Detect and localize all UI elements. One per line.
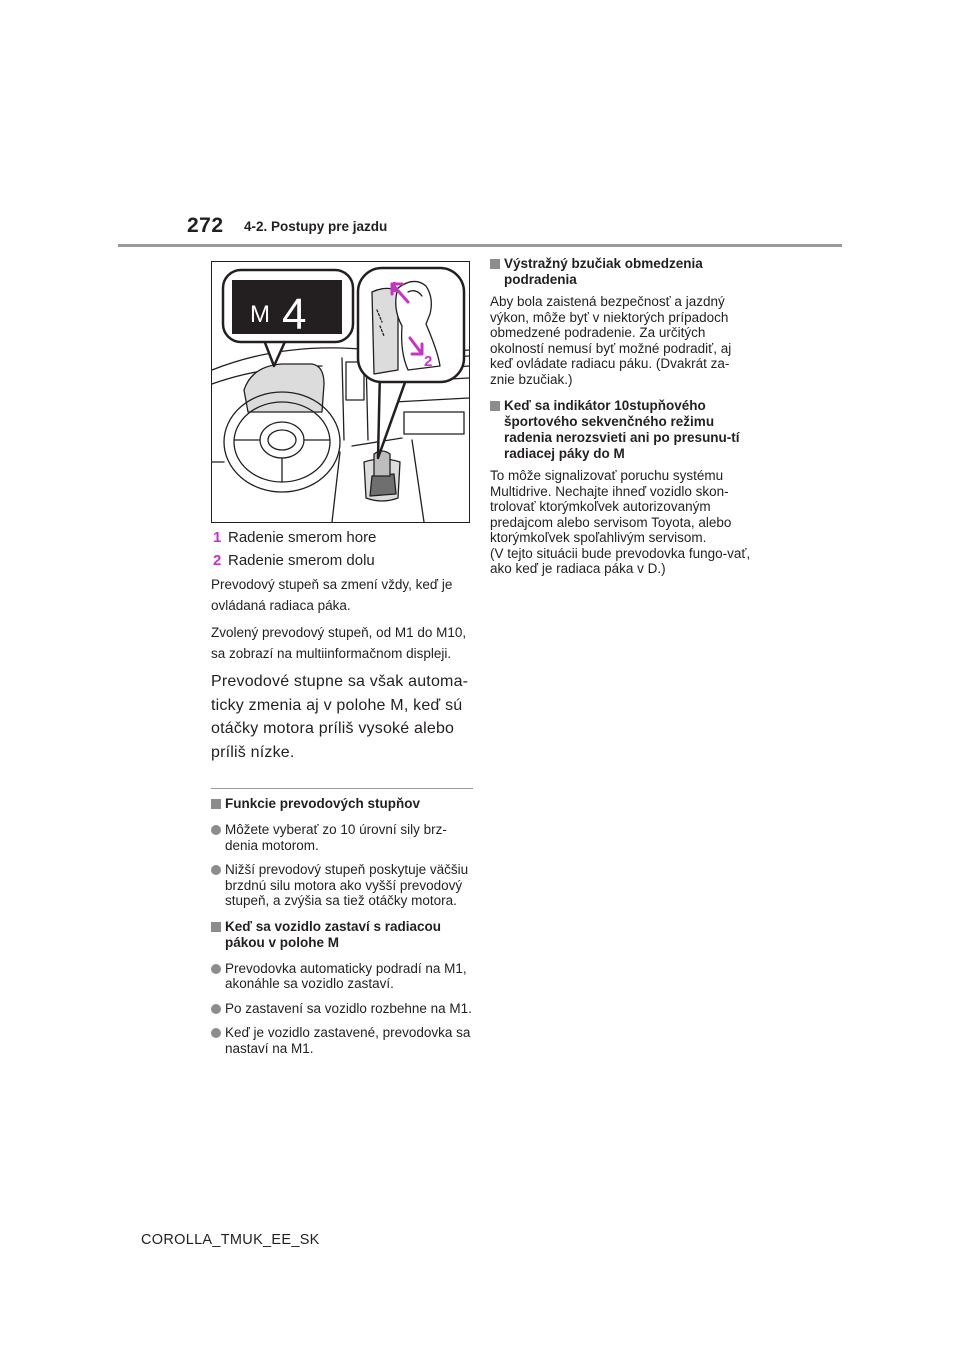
list-item-text: Keď je vozidlo zastavené, prevodovka sa nastaví na M1. [225, 1025, 471, 1056]
step-upshift [211, 527, 473, 548]
m4-display-letter: M [250, 301, 270, 328]
list-item [211, 862, 473, 909]
heading-gear-functions [211, 796, 473, 812]
instrument-cluster-outline [244, 364, 324, 412]
list-item-text: Môžete vyberať zo 10 úrovní sily brz-denia motorom. [225, 822, 447, 853]
step-text: Radenie smerom dolu [228, 552, 375, 569]
heading-downshift-buzzer [490, 256, 752, 288]
shift-lever-illustration [211, 261, 470, 523]
m4-display-digit: 4 [282, 290, 307, 339]
heading-indicator-off [490, 398, 752, 462]
step-number: 2 [213, 552, 222, 569]
heading-text: Keď sa indikátor 10stupňového športového sekvenčného režimu radenia nerozsvieti ani po presunu-tí radiacej páky do M [504, 398, 740, 461]
section-divider [211, 788, 473, 789]
heading-text: Funkcie prevodových stupňov [225, 796, 421, 811]
list-item-text: Prevodovka automaticky podradí na M1, akonáhle sa vozidlo zastaví. [225, 960, 467, 991]
bullet-dot-icon [211, 964, 221, 974]
list-item-text: Nižší prevodový stupeň poskytuje väčšiu brzdnú silu motora ako vyšší prevodový stupeň, a zvýšia sa tiež otáčky motora. [225, 862, 469, 908]
heading-square-icon [490, 401, 500, 411]
heading-text: Výstražný bzučiak obmedzenia podradenia [504, 256, 703, 287]
paragraph-gear-change: Prevodový stupeň sa zmení vždy, keď je ovládaná radiaca páka. [211, 577, 453, 613]
list-item-text: Po zastavení sa vozidlo rozbehne na M1. [225, 1000, 472, 1016]
heading-vehicle-stop [211, 919, 473, 951]
step-text: Radenie smerom hore [228, 529, 377, 546]
bullet-dot-icon [211, 825, 221, 835]
bullet-dot-icon [211, 1004, 221, 1014]
list-item [211, 1025, 473, 1056]
list-item [211, 1001, 473, 1017]
bullet-dot-icon [211, 865, 221, 875]
header-rule [118, 244, 842, 247]
section-title: 4-2. Postupy pre jazdu [244, 219, 388, 234]
paragraph-auto-shift: Prevodové stupne sa však automa-ticky zmenia aj v polohe M, keď sú otáčky motora príliš vysoké alebo príliš nízke. [211, 673, 469, 761]
right-column [490, 256, 752, 577]
list-item [211, 961, 473, 992]
step-number: 1 [213, 529, 222, 546]
paragraph-multidrive-fault: To môže signalizovať poruchu systému Multidrive. Nechajte ihneď vozidlo skon-trolovať ktorýmkoľvek autorizovaným predajcom alebo servisom Toyota, alebo ktorýmkoľvek spoľahlivým servisom. (V tejto situácii bude prevodovka fungo-vať, ako keď je radiaca páka v D.) [490, 468, 751, 576]
callout-2-label: 2 [424, 353, 433, 370]
step-downshift [211, 550, 473, 571]
list-item [211, 822, 473, 853]
heading-square-icon [490, 259, 500, 269]
heading-square-icon [211, 799, 221, 809]
heading-text: Keď sa vozidlo zastaví s radiacou pákou v polohe M [225, 918, 442, 950]
callout-1-label: 1 [390, 279, 399, 296]
paragraph-gear-display: Zvolený prevodový stupeň, od M1 do M10, sa zobrazí na multiinformačnom displeji. [211, 625, 467, 661]
page-number: 272 [187, 214, 224, 237]
paragraph-buzzer: Aby bola zaistená bezpečnosť a jazdný výkon, môže byť v niektorých prípadoch obmedzené podradenie. Za určitých okolností nemusí byť možné podradiť, aj keď ovládate radiacu páku. (Dvakrát za-znie bzučiak.) [490, 294, 732, 387]
bullet-dot-icon [211, 1028, 221, 1038]
left-column [211, 527, 473, 1056]
document-code: COROLLA_TMUK_EE_SK [141, 1232, 320, 1248]
heading-square-icon [211, 922, 221, 932]
